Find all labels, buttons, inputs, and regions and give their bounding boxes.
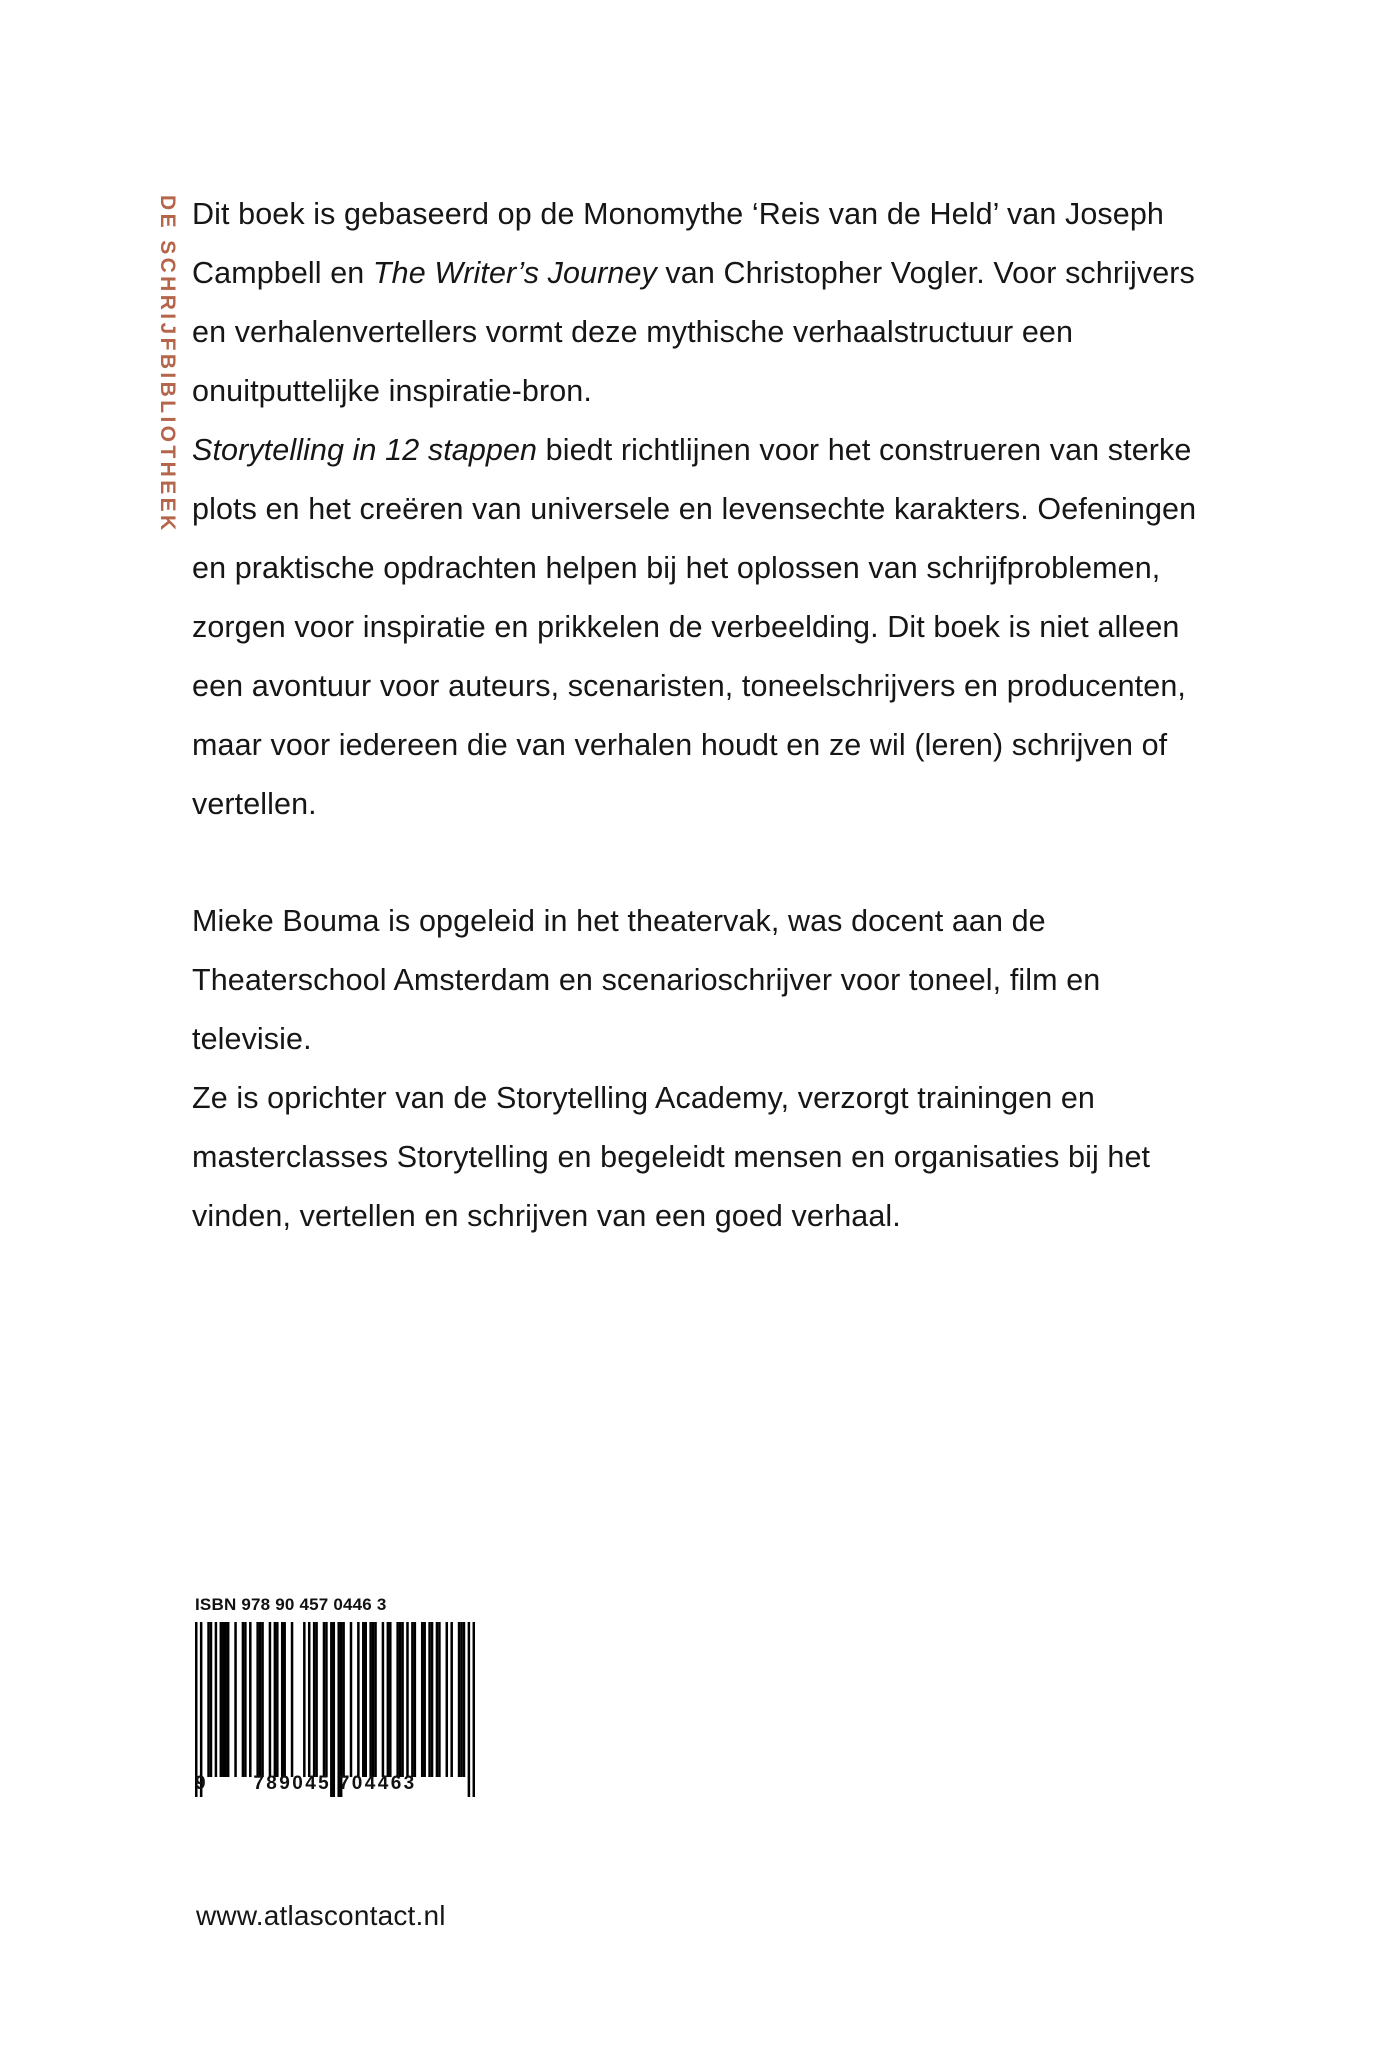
blurb-paragraph-3: Mieke Bouma is opgeleid in het theatervak, was docent aan de Theaterschool Amsterdam en scenarioschrijver voor toneel, film en televisie. [192,904,1101,1056]
barcode-lead-digit: 9 [195,1773,206,1794]
blurb-p1-part-b: van Christopher Vogler. Voor schrijvers en verhalenvertellers vormt deze mythische verhaalstructuur een onuitputtelijke inspiratie-bron. [192,256,1195,408]
blurb-p1-part-a: Dit boek is gebaseerd op de Monomythe ‘Reis van de Held’ van Joseph Campbell en [192,197,1164,290]
blurb-p1-title-italic: The Writer’s Journey [372,256,657,290]
isbn-area [195,1595,485,1797]
barcode-bars [195,1622,475,1797]
barcode [195,1622,475,1797]
publisher-website[interactable]: www.atlascontact.nl [196,1900,446,1931]
blurb-paragraph-1 [192,185,1202,421]
isbn-text: ISBN 978 90 457 0446 3 [195,1595,387,1614]
blurb-paragraph-2 [192,421,1202,834]
blurb-text [192,185,1202,1246]
barcode-digits [195,1773,475,1795]
series-label: DE SCHRIJFBIBLIOTHEEK [156,195,179,534]
barcode-number: 789045 704463 [253,1773,417,1794]
blurb-p2-part-b: biedt richtlijnen voor het construeren van sterke plots en het creëren van universele en levensechte karakters. Oefeningen en praktische opdrachten helpen bij het oplossen van schrijfproblemen, zorgen voor inspiratie en prikkelen de verbeelding. Dit boek is niet alleen een avontuur voor auteurs, scenaristen, toneelschrijvers en producenten, maar voor iedereen die van verhalen houdt en ze wil (leren) schrijven of vertellen. [192,433,1197,821]
blurb-p2-title-italic: Storytelling in 12 stappen [192,433,538,467]
blurb-paragraph-4: Ze is oprichter van de Storytelling Academy, verzorgt trainingen en masterclasses Storytelling en begeleidt mensen en organisaties bij het vinden, vertellen en schrijven van een goed verhaal. [192,1081,1151,1233]
